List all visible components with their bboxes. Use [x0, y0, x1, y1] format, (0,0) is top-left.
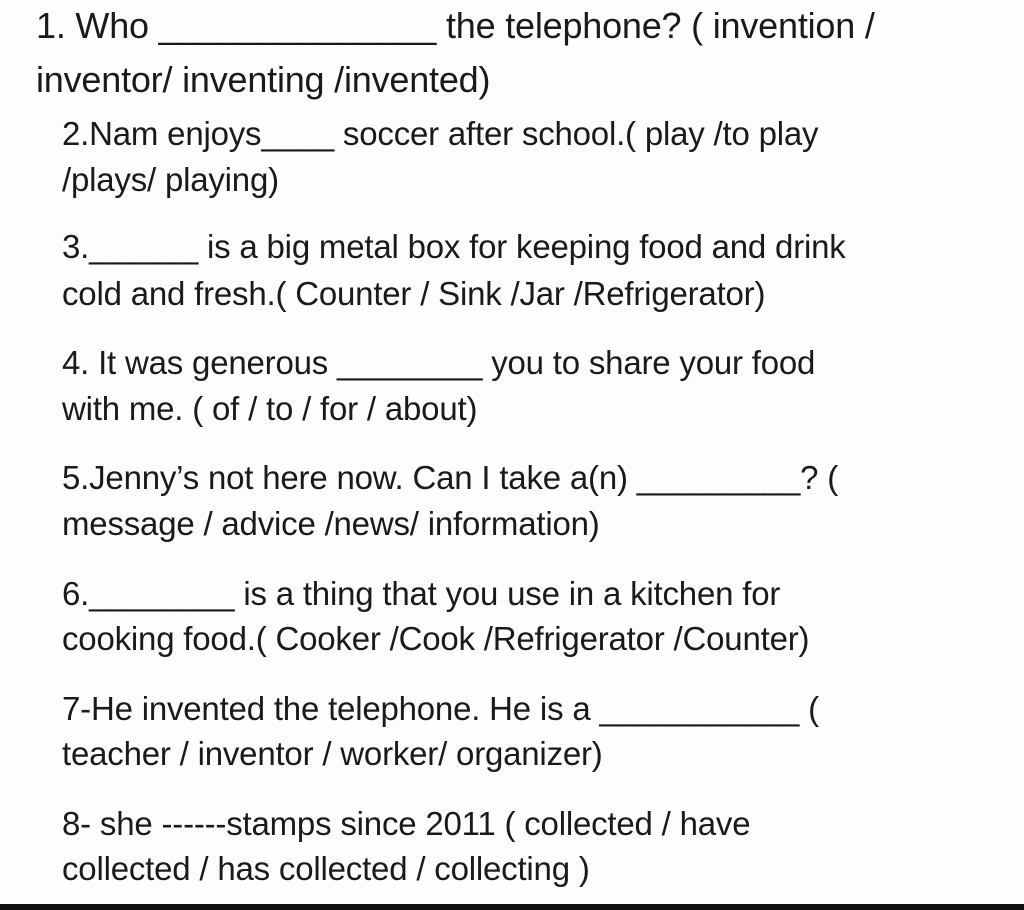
question-7-line-1: 7-He invented the telephone. He is a ___________ (	[62, 690, 819, 727]
question-8-line-2: collected / has collected / collecting )	[62, 850, 590, 887]
question-1-line-1: 1. Who ______________ the telephone? ( invention /	[36, 5, 875, 46]
question-2-line-2: /plays/ playing)	[62, 161, 279, 198]
question-7-line-2: teacher / inventor / worker/ organizer)	[62, 735, 603, 772]
question-3-line-1: 3.______ is a big metal box for keeping food and drink	[62, 228, 846, 265]
question-3-line-2: cold and fresh.( Counter / Sink /Jar /Refrigerator)	[62, 275, 766, 312]
bottom-edge-bar	[0, 904, 1024, 910]
question-5-line-1: 5.Jenny’s not here now. Can I take a(n) _________? (	[62, 459, 839, 496]
question-4-line-1: 4. It was generous ________ you to share your food	[62, 344, 816, 381]
question-2-line-1: 2.Nam enjoys____ soccer after school.( play /to play	[62, 115, 819, 152]
question-4-line-2: with me. ( of / to / for / about)	[62, 390, 478, 427]
question-8-line-1: 8- she ------stamps since 2011 ( collected / have	[62, 805, 751, 842]
question-5-line-2: message / advice /news/ information)	[62, 505, 600, 542]
question-1-line-2: inventor/ inventing /invented)	[36, 59, 491, 100]
question-6-line-1: 6.________ is a thing that you use in a kitchen for	[62, 575, 781, 612]
question-6-line-2: cooking food.( Cooker /Cook /Refrigerator /Counter)	[62, 620, 810, 657]
